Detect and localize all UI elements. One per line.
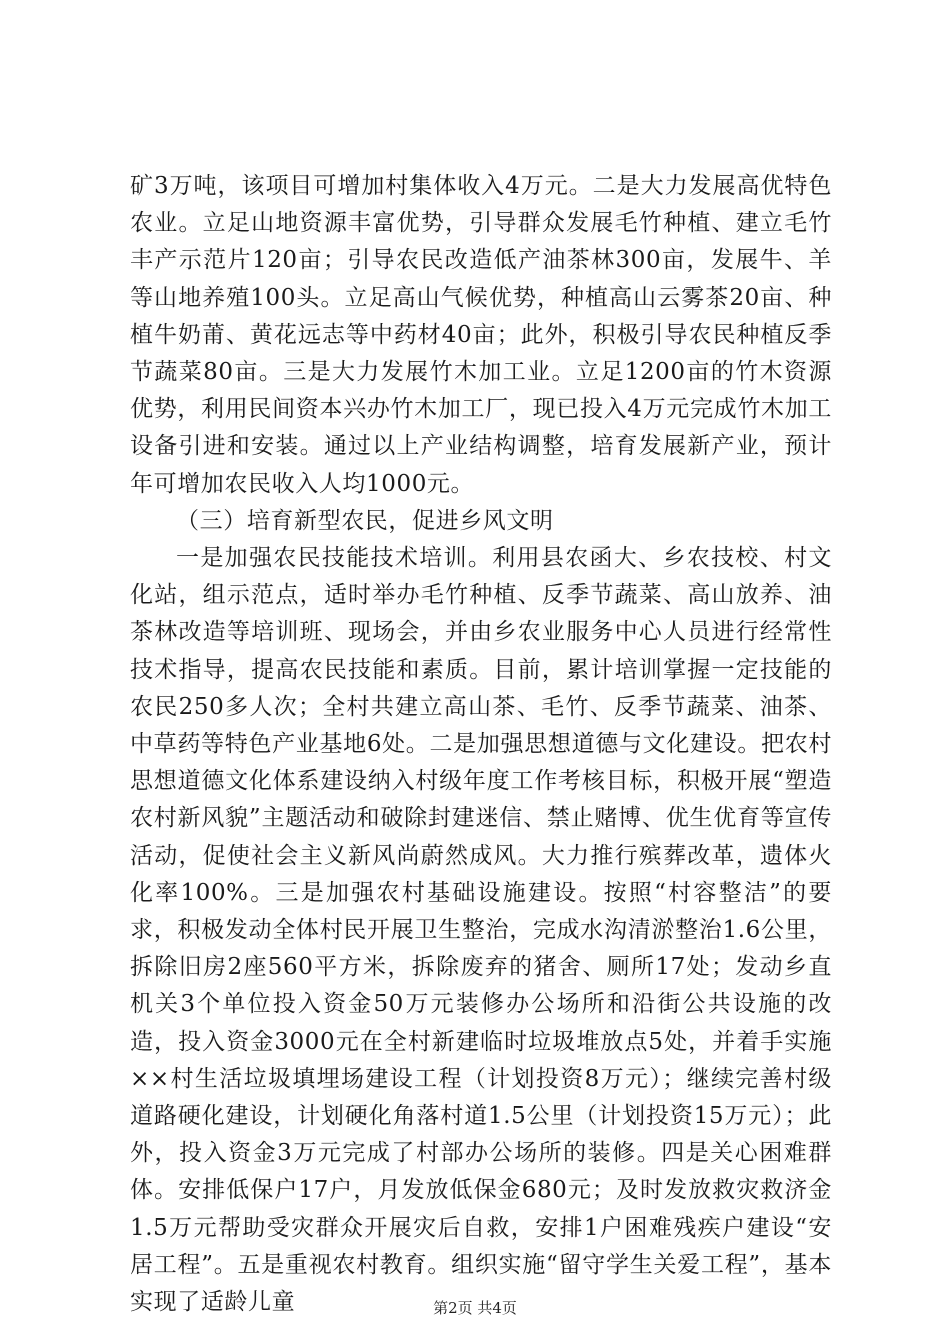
- paragraph-training: 一是加强农民技能技术培训。利用县农函大、乡农技校、村文化站，组示范点，适时举办毛竹种植、反季节蔬菜、高山放养、油茶林改造等培训班、现场会，并由乡农业服务中心人员进行经常性技术指导，提高农民技能和素质。目前，累计培训掌握一定技能的农民250多人次；全村共建立高山茶、毛竹、反季节蔬菜、油茶、中草药等特色产业基地6处。二是加强思想道德与文化建设。把农村思想道德文化体系建设纳入村级年度工作考核目标，积极开展“塑造农村新风貌”主题活动和破除封建迷信、禁止赌博、优生优育等宣传活动，促使社会主义新风尚蔚然成风。大力推行殡葬改革，遗体火化率100%。三是加强农村基础设施建设。按照“村容整洁”的要求，积极发动全体村民开展卫生整治，完成水沟清淤整治1.6公里，拆除旧房2座560平方米，拆除废弃的猪舍、厕所17处；发动乡直机关3个单位投入资金50万元装修办公场所和沿街公共设施的改造，投入资金3000元在全村新建临时垃圾堆放点5处，并着手实施××村生活垃圾填埋场建设工程（计划投资8万元）；继续完善村级道路硬化建设，计划硬化角落村道1.5公里（计划投资15万元）；此外，投入资金3万元完成了村部办公场所的装修。四是关心困难群体。安排低保户17户，月发放低保金680元；及时发放救灾救济金1.5万元帮助受灾群众开展灾后自救，安排1户困难残疾户建设“安居工程”。五是重视农村教育。组织实施“留守学生关爱工程”，基本实现了适龄儿童: [130, 545, 832, 1316]
- page-number-footer: 第2页 共4页: [433, 1299, 517, 1317]
- section-heading: （三）培育新型农民，促进乡风文明: [176, 507, 554, 534]
- paragraph-continuation: 矿3万吨，该项目可增加村集体收入4万元。二是大力发展高优特色农业。立足山地资源丰富优势，引导群众发展毛竹种植、建立毛竹丰产示范片120亩；引导农民改造低产油茶林300亩，发展牛、羊等山地养殖100头。立足高山气候优势，种植高山云雾茶20亩、种植牛奶莆、黄花远志等中药材40亩；此外，积极引导农民种植反季节蔬菜80亩。三是大力发展竹木加工业。立足1200亩的竹木资源优势，利用民间资本兴办竹木加工厂，现已投入4万元完成竹木加工设备引进和安装。通过以上产业结构调整，培育发展新产业，预计年可增加农民收入人均1000元。: [130, 173, 832, 497]
- document-body: [130, 168, 832, 1321]
